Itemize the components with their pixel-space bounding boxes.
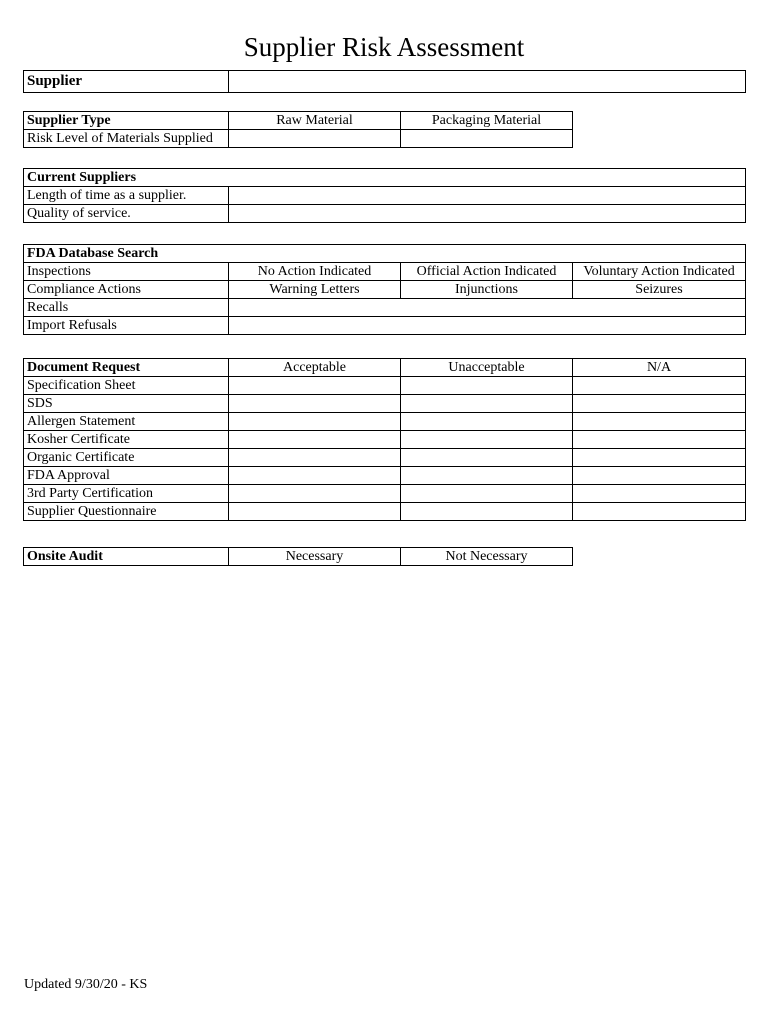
compliance-actions-row	[24, 281, 746, 299]
document-label: Kosher Certificate	[24, 431, 229, 449]
quality-of-service-field[interactable]	[229, 205, 746, 223]
risk-level-label: Risk Level of Materials Supplied	[24, 130, 229, 148]
quality-of-service-row	[24, 205, 746, 223]
acceptable-cell[interactable]	[229, 467, 401, 485]
table-row	[24, 431, 746, 449]
inspections-label: Inspections	[24, 263, 229, 281]
table-row	[24, 449, 746, 467]
fda-header-row	[24, 245, 746, 263]
current-suppliers-header: Current Suppliers	[24, 169, 746, 187]
column-header-acceptable: Acceptable	[229, 359, 401, 377]
supplier-type-option-raw-material[interactable]: Raw Material	[229, 112, 401, 130]
supplier-row	[24, 71, 746, 93]
risk-level-raw-material-cell[interactable]	[229, 130, 401, 148]
document-label: 3rd Party Certification	[24, 485, 229, 503]
document-request-header-row	[24, 359, 746, 377]
compliance-option-warning-letters[interactable]: Warning Letters	[229, 281, 401, 299]
na-cell[interactable]	[573, 449, 746, 467]
document-request-table	[23, 358, 746, 521]
acceptable-cell[interactable]	[229, 395, 401, 413]
supplier-type-header: Supplier Type	[24, 112, 229, 130]
inspections-option-voluntary-action-indicated[interactable]: Voluntary Action Indicated	[573, 263, 746, 281]
supplier-name-field[interactable]	[229, 71, 746, 93]
na-cell[interactable]	[573, 467, 746, 485]
na-cell[interactable]	[573, 431, 746, 449]
onsite-audit-table	[23, 547, 573, 566]
unacceptable-cell[interactable]	[401, 395, 573, 413]
recalls-row	[24, 299, 746, 317]
document-request-header: Document Request	[24, 359, 229, 377]
acceptable-cell[interactable]	[229, 485, 401, 503]
na-cell[interactable]	[573, 395, 746, 413]
acceptable-cell[interactable]	[229, 503, 401, 521]
footer-updated-note: Updated 9/30/20 - KS	[24, 977, 148, 992]
document-label: Supplier Questionnaire	[24, 503, 229, 521]
document-label: Specification Sheet	[24, 377, 229, 395]
fda-database-search-table	[23, 244, 746, 335]
quality-of-service-label: Quality of service.	[24, 205, 229, 223]
onsite-audit-option-not-necessary[interactable]: Not Necessary	[401, 548, 573, 566]
compliance-option-injunctions[interactable]: Injunctions	[401, 281, 573, 299]
document-label: FDA Approval	[24, 467, 229, 485]
inspections-option-no-action-indicated[interactable]: No Action Indicated	[229, 263, 401, 281]
unacceptable-cell[interactable]	[401, 485, 573, 503]
table-row	[24, 395, 746, 413]
table-row	[24, 503, 746, 521]
na-cell[interactable]	[573, 503, 746, 521]
na-cell[interactable]	[573, 377, 746, 395]
current-suppliers-header-row	[24, 169, 746, 187]
table-row	[24, 467, 746, 485]
na-cell[interactable]	[573, 485, 746, 503]
supplier-type-option-packaging-material[interactable]: Packaging Material	[401, 112, 573, 130]
import-refusals-label: Import Refusals	[24, 317, 229, 335]
document-label: Organic Certificate	[24, 449, 229, 467]
table-row	[24, 377, 746, 395]
acceptable-cell[interactable]	[229, 413, 401, 431]
table-row	[24, 485, 746, 503]
recalls-label: Recalls	[24, 299, 229, 317]
acceptable-cell[interactable]	[229, 377, 401, 395]
compliance-option-seizures[interactable]: Seizures	[573, 281, 746, 299]
unacceptable-cell[interactable]	[401, 377, 573, 395]
import-refusals-row	[24, 317, 746, 335]
fda-database-search-header: FDA Database Search	[24, 245, 746, 263]
column-header-unacceptable: Unacceptable	[401, 359, 573, 377]
unacceptable-cell[interactable]	[401, 503, 573, 521]
table-row	[24, 413, 746, 431]
inspections-row	[24, 263, 746, 281]
unacceptable-cell[interactable]	[401, 413, 573, 431]
page-title: Supplier Risk Assessment	[243, 32, 525, 62]
unacceptable-cell[interactable]	[401, 467, 573, 485]
acceptable-cell[interactable]	[229, 431, 401, 449]
supplier-table	[23, 70, 746, 93]
onsite-audit-header: Onsite Audit	[24, 548, 229, 566]
onsite-audit-row	[24, 548, 573, 566]
length-of-time-label: Length of time as a supplier.	[24, 187, 229, 205]
import-refusals-field[interactable]	[229, 317, 746, 335]
column-header-na: N/A	[573, 359, 746, 377]
unacceptable-cell[interactable]	[401, 431, 573, 449]
unacceptable-cell[interactable]	[401, 449, 573, 467]
compliance-actions-label: Compliance Actions	[24, 281, 229, 299]
document-label: SDS	[24, 395, 229, 413]
current-suppliers-table	[23, 168, 746, 223]
acceptable-cell[interactable]	[229, 449, 401, 467]
na-cell[interactable]	[573, 413, 746, 431]
supplier-type-header-row	[24, 112, 573, 130]
length-of-time-row	[24, 187, 746, 205]
document-label: Allergen Statement	[24, 413, 229, 431]
length-of-time-field[interactable]	[229, 187, 746, 205]
supplier-label: Supplier	[24, 71, 229, 93]
onsite-audit-option-necessary[interactable]: Necessary	[229, 548, 401, 566]
recalls-field[interactable]	[229, 299, 746, 317]
risk-level-row	[24, 130, 573, 148]
inspections-option-official-action-indicated[interactable]: Official Action Indicated	[401, 263, 573, 281]
risk-level-packaging-material-cell[interactable]	[401, 130, 573, 148]
supplier-type-table	[23, 111, 573, 148]
